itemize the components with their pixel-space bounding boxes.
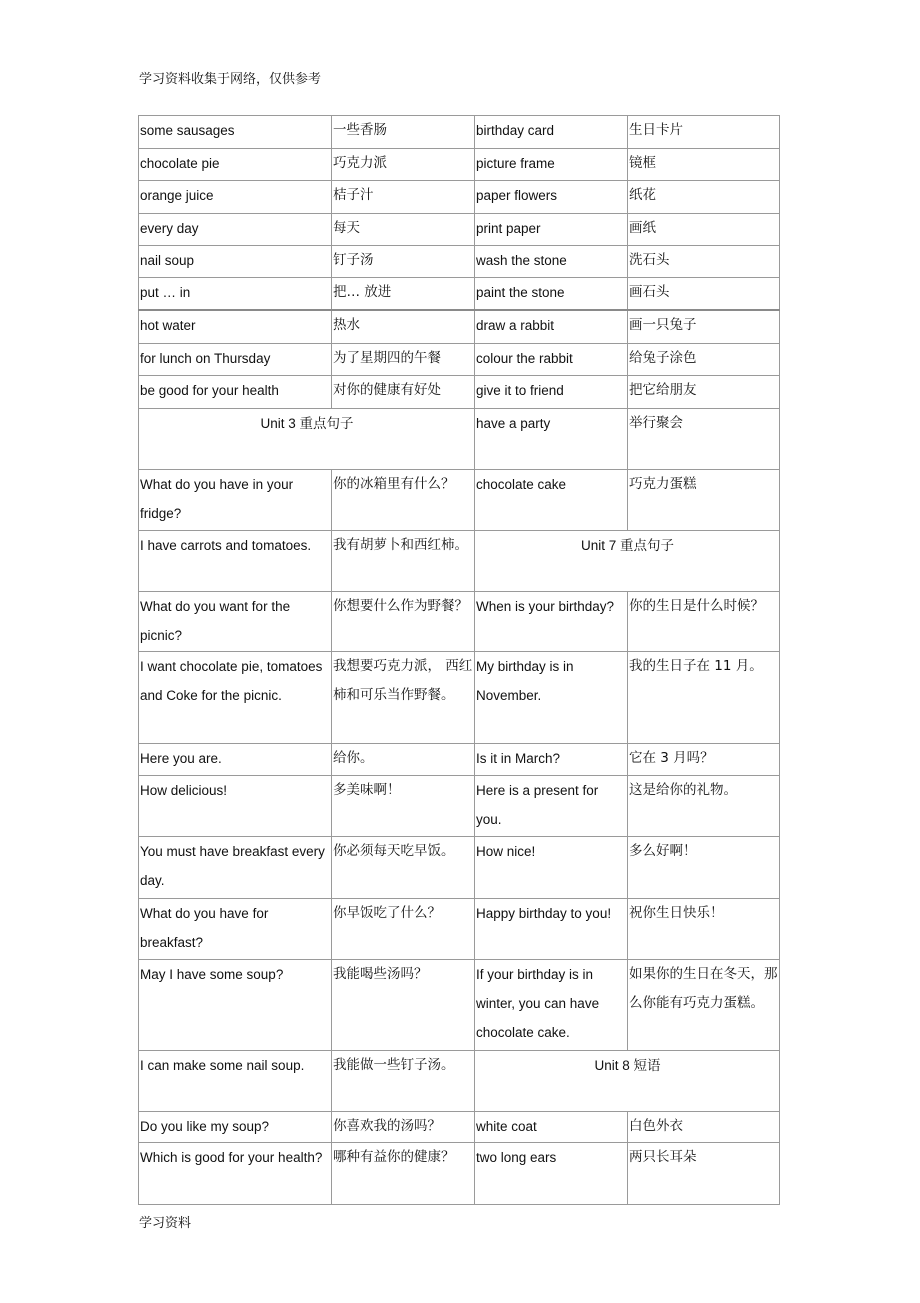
table-cell: 如果你的生日在冬天，那么你能有巧克力蛋糕。 [628,960,780,1051]
table-row [139,246,780,278]
table-cell: give it to friend [475,376,628,409]
table-row [139,837,780,899]
table-row [139,376,780,409]
table-cell: hot water [139,310,332,344]
table-cell: 画纸 [628,214,780,246]
table-cell: 桔子汁 [332,181,475,214]
table-cell: Is it in March? [475,744,628,776]
table-row [139,149,780,181]
table-cell: 钉子汤 [332,246,475,278]
table-cell: I can make some nail soup. [139,1051,332,1112]
table-cell: What do you have for breakfast? [139,899,332,960]
table-cell: 为了星期四的午餐 [332,344,475,376]
table-cell: nail soup [139,246,332,278]
table-row [139,899,780,960]
table-cell: 举行聚会 [628,409,780,470]
table-row [139,409,780,470]
table-cell: 我想要巧克力派， 西红柿和可乐当作野餐。 [332,652,475,744]
page-footer: 学习资料 [139,1216,192,1231]
table-cell: 你的生日是什么时候？ [628,592,780,652]
table-cell: for lunch on Thursday [139,344,332,376]
table-cell: 我能喝些汤吗？ [332,960,475,1051]
table-cell: chocolate cake [475,470,628,531]
table-cell: 巧克力蛋糕 [628,470,780,531]
table-cell: You must have breakfast every day. [139,837,332,899]
page-header: 学习资料收集于网络，仅供参考 [139,72,322,87]
table-cell: Here is a present for you. [475,776,628,837]
table-cell: paint the stone [475,278,628,311]
table-cell: 给兔子涂色 [628,344,780,376]
table-cell: paper flowers [475,181,628,214]
table-row [139,344,780,376]
table-cell: white coat [475,1112,628,1143]
table-cell: 哪种有益你的健康？ [332,1143,475,1205]
table-cell: 你的冰箱里有什么？ [332,470,475,531]
table-cell: If your birthday is in winter, you can have chocolate cake. [475,960,628,1051]
table-cell: 你早饭吃了什么？ [332,899,475,960]
table-cell: every day [139,214,332,246]
table-cell: 祝你生日快乐！ [628,899,780,960]
table-row [139,1112,780,1143]
table-cell: orange juice [139,181,332,214]
table-cell: chocolate pie [139,149,332,181]
table-row [139,1051,780,1112]
table-cell: 给你。 [332,744,475,776]
vocabulary-table [138,115,780,1205]
table-cell: 每天 [332,214,475,246]
table-cell: 白色外衣 [628,1112,780,1143]
table-cell: print paper [475,214,628,246]
table-cell: How nice! [475,837,628,899]
table-cell: 这是给你的礼物。 [628,776,780,837]
table-cell: 把… 放进 [332,278,475,311]
table-cell: two long ears [475,1143,628,1205]
table-cell: 它在 3 月吗？ [628,744,780,776]
table-cell: My birthday is in November. [475,652,628,744]
table-cell: 纸花 [628,181,780,214]
table-row [139,592,780,652]
table-row [139,776,780,837]
table-cell: 热水 [332,310,475,344]
table-cell: 画石头 [628,278,780,311]
table-row [139,116,780,149]
section-heading-cell: Unit 8 短语 [475,1051,780,1112]
table-cell: 生日卡片 [628,116,780,149]
table-cell: May I have some soup? [139,960,332,1051]
table-row [139,1143,780,1205]
table-cell: 对你的健康有好处 [332,376,475,409]
table-cell: 巧克力派 [332,149,475,181]
table-cell: Which is good for your health? [139,1143,332,1205]
table-cell: 我有胡萝卜和西红柿。 [332,531,475,592]
table-cell: 一些香肠 [332,116,475,149]
table-cell: 多美味啊！ [332,776,475,837]
table-cell: some sausages [139,116,332,149]
table-cell: Do you like my soup? [139,1112,332,1143]
table-row [139,470,780,531]
table-cell: 我的生日子在 11 月。 [628,652,780,744]
table-cell: I have carrots and tomatoes. [139,531,332,592]
table-row [139,744,780,776]
table-cell: picture frame [475,149,628,181]
table-cell: What do you have in your fridge? [139,470,332,531]
table-cell: have a party [475,409,628,470]
table-row [139,278,780,311]
table-cell: Happy birthday to you! [475,899,628,960]
table-cell: be good for your health [139,376,332,409]
table-cell: 你必须每天吃早饭。 [332,837,475,899]
table-cell: 两只长耳朵 [628,1143,780,1205]
table-cell: 洗石头 [628,246,780,278]
table-cell: put … in [139,278,332,311]
section-heading-cell: Unit 7 重点句子 [475,531,780,592]
table-cell: 你想要什么作为野餐？ [332,592,475,652]
table-cell: I want chocolate pie, tomatoes and Coke for the picnic. [139,652,332,744]
table-cell: 你喜欢我的汤吗？ [332,1112,475,1143]
table-cell: What do you want for the picnic? [139,592,332,652]
table-cell: 画一只兔子 [628,310,780,344]
table-row [139,310,780,344]
table-cell: 镜框 [628,149,780,181]
table-row [139,531,780,592]
table-cell: birthday card [475,116,628,149]
table-row [139,652,780,744]
table-cell: Here you are. [139,744,332,776]
table-row [139,181,780,214]
table-cell: colour the rabbit [475,344,628,376]
table-cell: When is your birthday? [475,592,628,652]
section-heading-cell: Unit 3 重点句子 [139,409,475,470]
table-cell: 我能做一些钉子汤。 [332,1051,475,1112]
table-row [139,960,780,1051]
table-cell: 把它给朋友 [628,376,780,409]
table-cell: wash the stone [475,246,628,278]
table-cell: 多么好啊！ [628,837,780,899]
table-cell: draw a rabbit [475,310,628,344]
table-cell: How delicious! [139,776,332,837]
table-row [139,214,780,246]
